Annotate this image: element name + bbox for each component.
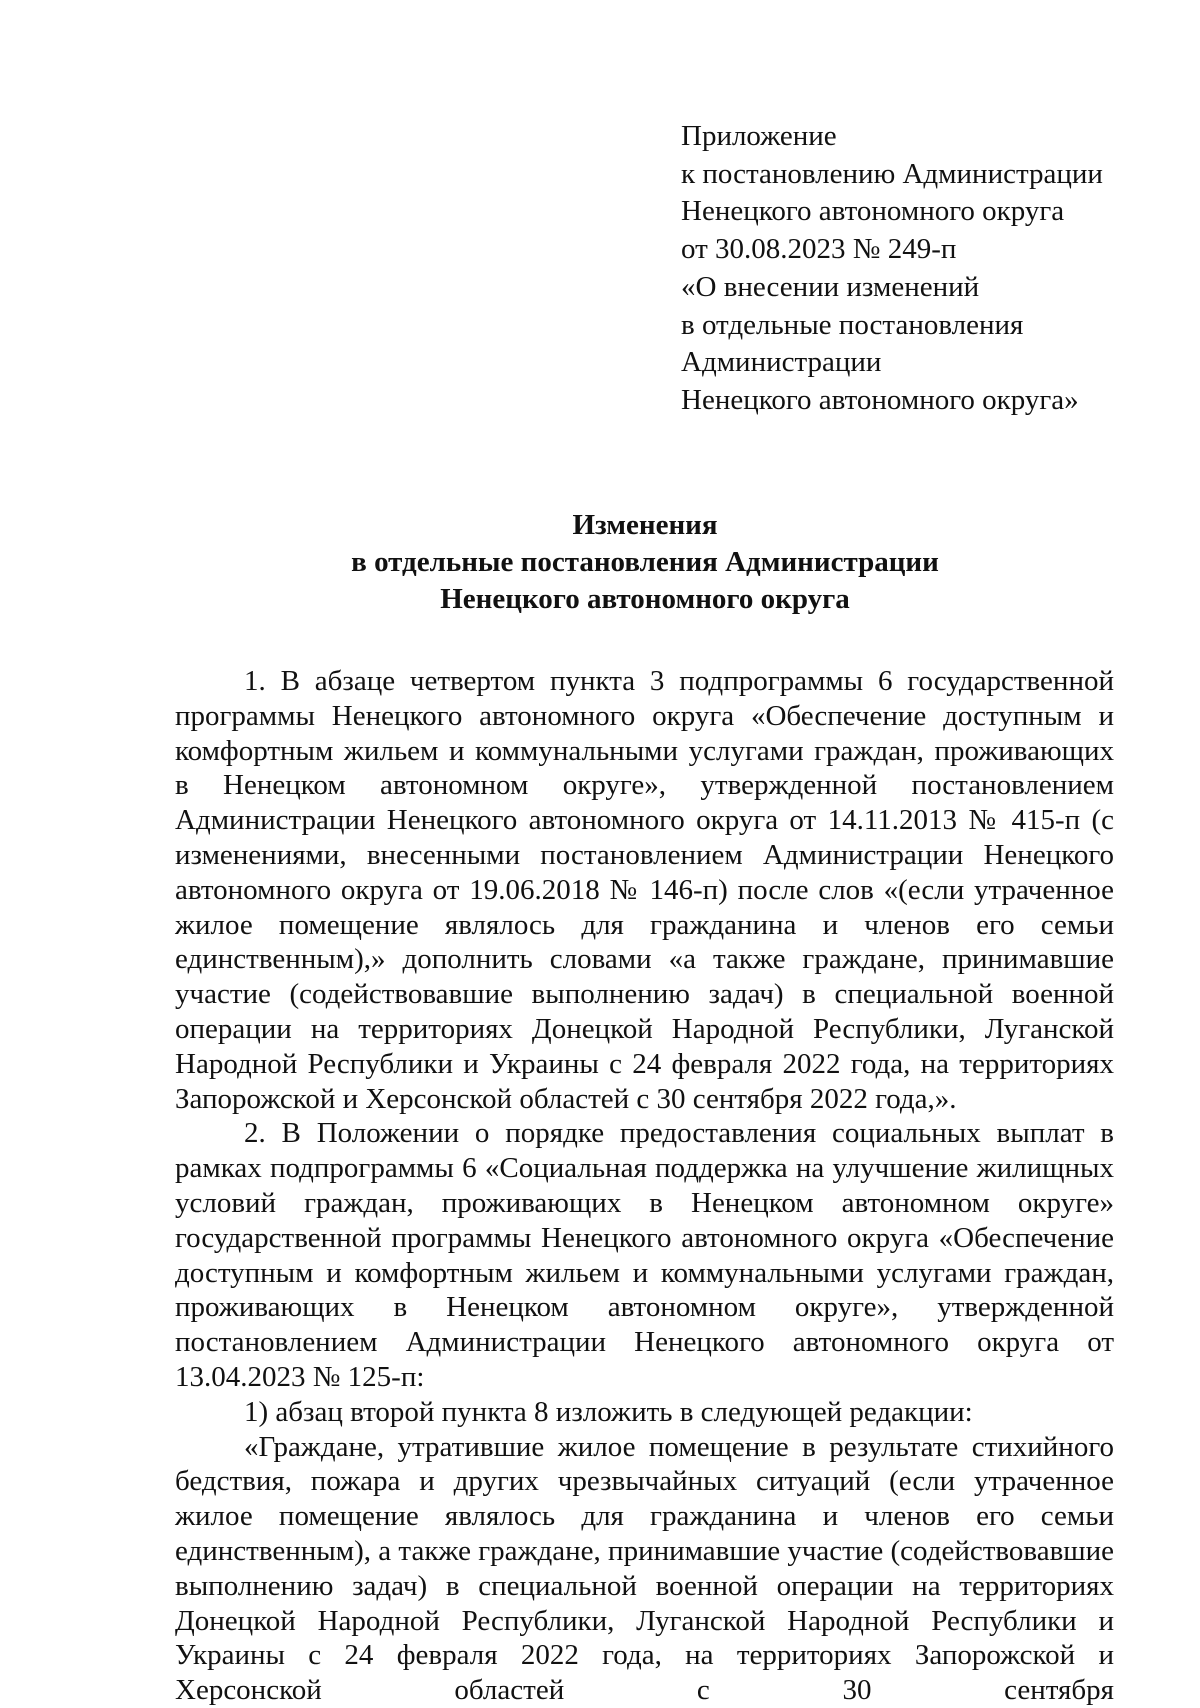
annex-line-region: Ненецкого автономного округа [681, 195, 1065, 228]
title-line-2: в отдельные постановления Администрации [351, 546, 939, 578]
annex-line-date-number: от 30.08.2023 № 249-п [681, 233, 957, 266]
annex-header [681, 118, 1161, 420]
annex-line-subject-2: в отдельные постановления [681, 308, 1024, 341]
title-line-1: Изменения [572, 509, 718, 541]
paragraph-quoted-text: «Граждане, утратившие жилое помещение в результате стихийного бедствия, пожара и других чрезвычайных ситуаций (если утраченное жилое помещение являлось для гражданина и членов его семьи единственным), а также граждане, принимавшие участие (содействовавшие выполнению задач) в специальной военной операции на территориях Донецкой Народной Республики, Луганской Народной Республики и Украины с 24 февраля 2022 года, на территориях Запорожской и Херсонской областей с 30 сентября [175, 1430, 1114, 1707]
annex-line-subject-4: Ненецкого автономного округа» [681, 383, 1079, 416]
paragraph-item-2: 2. В Положении о порядке предоставления социальных выплат в рамках подпрограммы 6 «Социальная поддержка на улучшение жилищных условий граждан, проживающих в Ненецком автономном округе» государственной программы Ненецкого автономного округа «Обеспечение доступным и комфортным жильем и коммунальными услугами граждан, проживающих в Ненецком автономном округе», утвержденной постановлением Администрации Ненецкого автономного округа от 13.04.2023 № 125-п: [175, 1117, 1114, 1393]
annex-line-subject-3: Администрации [681, 346, 882, 379]
paragraph-item-1: 1. В абзаце четвертом пункта 3 подпрограммы 6 государственной программы Ненецкого автономного округа «Обеспечение доступным и комфортным жильем и коммунальными услугами граждан, проживающих в Ненецком автономном округе», утвержденной постановлением Администрации Ненецкого автономного округа от 14.11.2013 № 415-п (с изменениями, внесенными постановлением Администрации Ненецкого автономного округа от 19.06.2018 № 146-п) после слов «(если утраченное жилое помещение являлось для гражданина и членов его семьи единственным),» дополнить словами «а также граждане, принимавшие участие (содействовавшие выполнению задач) в специальной военной операции на территориях Донецкой Народной Республики, Луганской Народной Республики и Украины с 24 февраля 2022 года, на территориях Запорожской и Херсонской областей с 30 сентября 2022 года,». [175, 665, 1114, 1115]
title-line-3: Ненецкого автономного округа [440, 583, 850, 615]
annex-line-appendix: Приложение [681, 120, 837, 152]
paragraph-subitem-1: 1) абзац второй пункта 8 изложить в следующей редакции: [244, 1395, 973, 1428]
annex-line-resolution-ref: к постановлению Администрации [681, 157, 1103, 190]
annex-line-subject-1: «О внесении изменений [681, 270, 980, 303]
document-body [175, 664, 1114, 1708]
document-title [175, 507, 1115, 618]
